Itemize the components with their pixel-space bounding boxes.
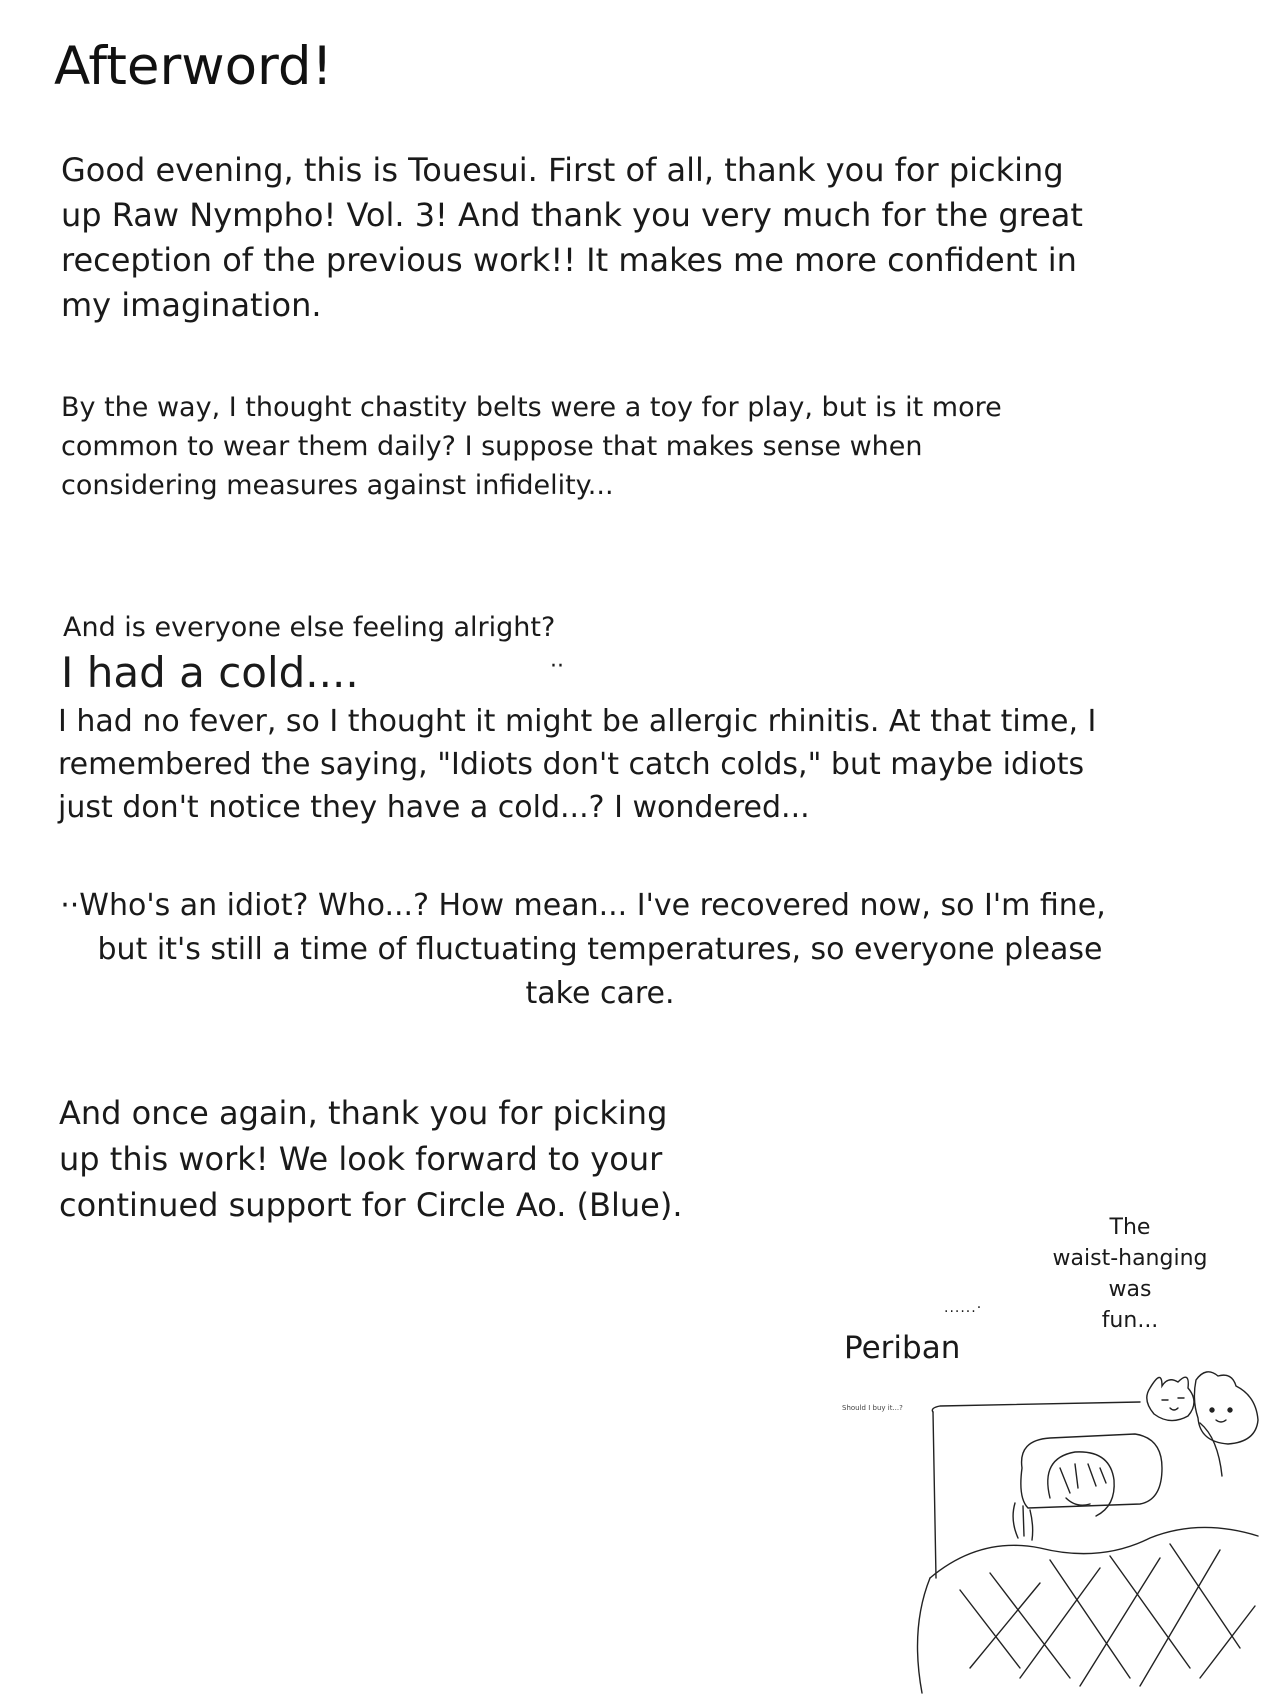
health-question: And is everyone else feeling alright? xyxy=(63,612,556,643)
caption-line: The xyxy=(1109,1215,1151,1240)
caption-line: waist-hanging xyxy=(1052,1246,1208,1271)
ellipsis-mark: ......· xyxy=(944,1300,983,1316)
idiot-paragraph xyxy=(60,884,1140,1016)
text-line: remembered the saying, "Idiots don't catch colds," but maybe idiots xyxy=(58,747,1085,782)
small-dots: ·· xyxy=(550,654,564,679)
cold-heading: I had a cold.... xyxy=(61,648,359,697)
text-line: my imagination. xyxy=(61,286,322,324)
text-line: considering measures against infidelity... xyxy=(61,470,614,501)
tiny-note: Should I buy it...? xyxy=(842,1404,903,1412)
page-title: Afterword! xyxy=(54,36,333,97)
text-line: common to wear them daily? I suppose that makes sense when xyxy=(61,431,923,462)
text-line: I had no fever, so I thought it might be allergic rhinitis. At that time, I xyxy=(58,704,1097,739)
text-line: ··Who's an idiot? Who...? How mean... I've recovered now, so I'm fine, xyxy=(60,888,1106,923)
text-line: take care. xyxy=(525,976,675,1011)
text-line: up this work! We look forward to your xyxy=(59,1140,663,1178)
text-line: reception of the previous work!! It makes me more confident in xyxy=(61,241,1077,279)
author-name: Periban xyxy=(844,1330,961,1366)
sleeping-in-bed-illustration xyxy=(900,1368,1270,1698)
illustration-caption xyxy=(1050,1212,1210,1336)
text-line: just don't notice they have a cold...? I wondered... xyxy=(58,790,810,825)
text-line: And once again, thank you for picking xyxy=(59,1094,668,1132)
chastity-paragraph xyxy=(61,388,1002,505)
text-line: By the way, I thought chastity belts were a toy for play, but is it more xyxy=(61,392,1002,423)
text-line: continued support for Circle Ao. (Blue). xyxy=(59,1186,683,1224)
cold-paragraph xyxy=(58,700,1096,829)
thanks-paragraph xyxy=(59,1090,683,1228)
caption-line: was xyxy=(1108,1277,1152,1302)
text-line: up Raw Nympho! Vol. 3! And thank you very much for the great xyxy=(61,196,1083,234)
text-line: Good evening, this is Touesui. First of all, thank you for picking xyxy=(61,151,1064,189)
caption-line: fun... xyxy=(1101,1308,1159,1333)
text-line: but it's still a time of fluctuating temperatures, so everyone please xyxy=(97,932,1103,967)
greeting-paragraph xyxy=(61,148,1083,328)
